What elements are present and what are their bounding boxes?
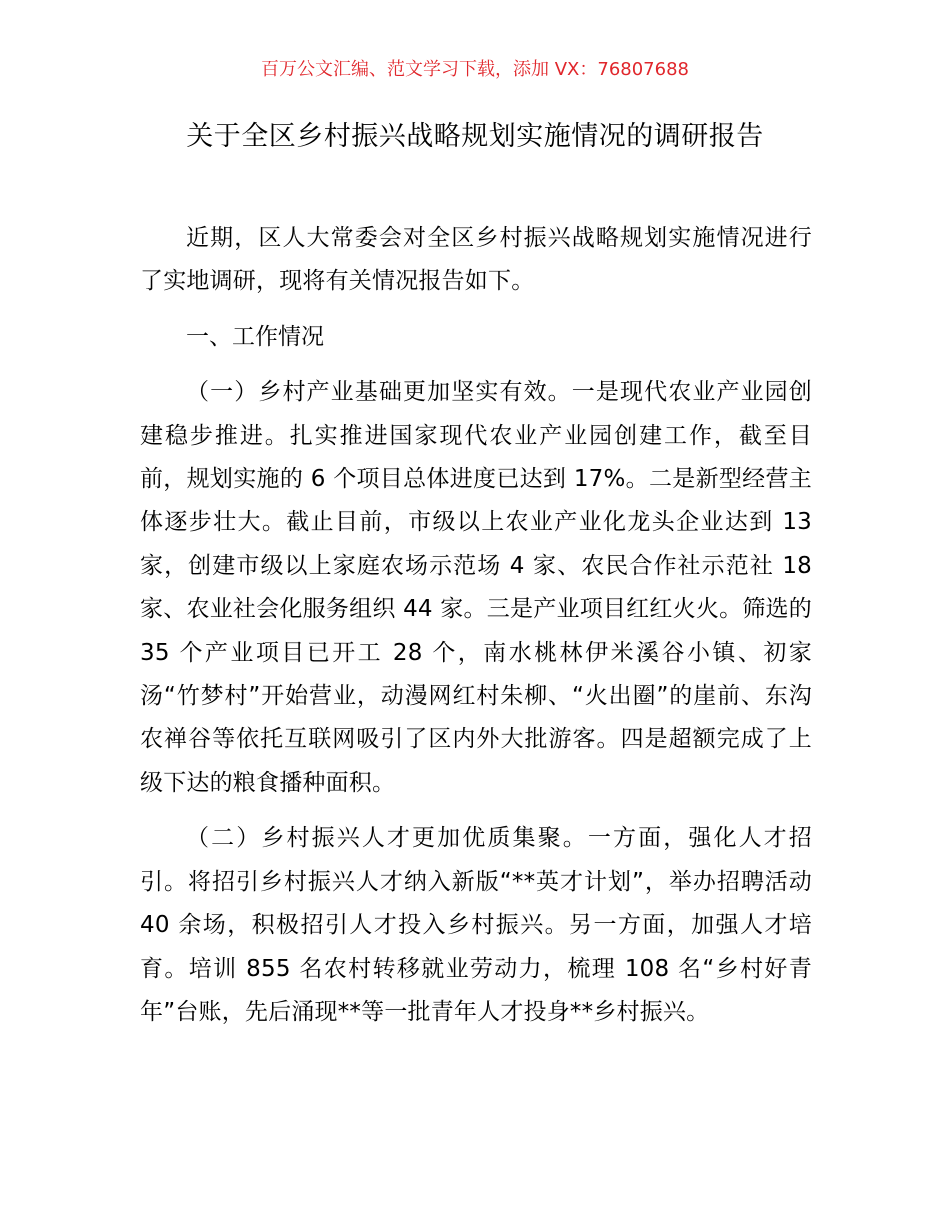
document-title: 关于全区乡村振兴战略规划实施情况的调研报告 bbox=[186, 121, 764, 152]
intro-paragraph: 近期，区人大常委会对全区乡村振兴战略规划实施情况进行了实地调研，现将有关情况报告如下。 bbox=[140, 225, 812, 295]
watermark-header: 百万公文汇编、范文学习下载，添加 VX：76807688 bbox=[261, 59, 689, 80]
document-body bbox=[140, 217, 812, 1046]
paragraph-talent: （二）乡村振兴人才更加优质集聚。一方面，强化人才招引。将招引乡村振兴人才纳入新版“**英才计划”，举办招聘活动 40 余场，积极招引人才投入乡村振兴。另一方面，加强人才培育。培训 855 名农村转移就业劳动力，梳理 108 名“乡村好青年”台账，先后涌现**等一批青年人才投身**乡村振兴。 bbox=[140, 825, 812, 1025]
paragraph-industry: （一）乡村产业基础更加坚实有效。一是现代农业产业园创建稳步推进。扎实推进国家现代农业产业园创建工作，截至目前，规划实施的 6 个项目总体进度已达到 17%。二是新型经营主体逐步壮大。截止目前，市级以上农业产业化龙头企业达到 13 家，创建市级以上家庭农场示范场 4 家、农民合作社示范社 18 家、农业社会化服务组织 44 家。三是产业项目红红火火。筛选的 35 个产业项目已开工 28 个，南水桃林伊米溪谷小镇、初家汤“竹梦村”开始营业，动漫网红村朱柳、“火出圈”的崖前、东沟农禅谷等依托互联网吸引了区内外大批游客。四是超额完成了上级下达的粮食播种面积。 bbox=[140, 379, 812, 796]
section-heading: 一、工作情况 bbox=[186, 323, 324, 350]
